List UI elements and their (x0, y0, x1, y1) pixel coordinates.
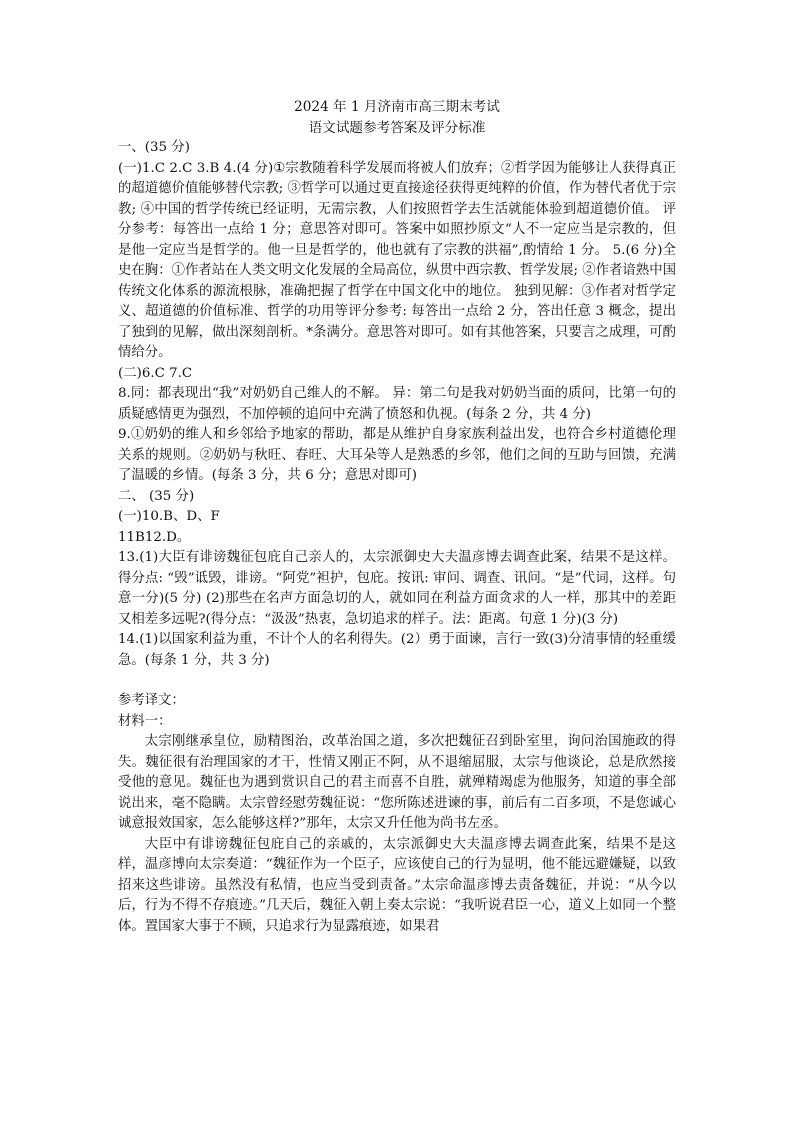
document-title: 2024 年 1 月济南市高三期末考试 (294, 99, 500, 115)
material-one-label: 材料一： (118, 713, 172, 729)
section-two-heading: 二、 (35 分) (118, 488, 195, 504)
blank-spacer (118, 671, 676, 691)
document-page (118, 97, 676, 937)
answer-q13-text: 13.(1)大臣有诽谤魏征包庇自己亲人的，太宗派御史大夫温彦博去调查此案，结果不是这样。 得分点: “毁”诋毁，诽谤。“阿党”袒护，包庇。按讯: 审问、调查、讯问。“是”代词，这样。句意一分)(5 分) (2)那些在名声方面急切的人，就如同在利益方面贪求的人一样，那其中的差距又相差多远呢?(得分点：“汲汲”热衷，急切追求的样子。法：距离。句意 1 分)(3 分) (118, 550, 676, 627)
answer-q9-text: 9.①奶奶的维人和乡邻给予地家的帮助，都是从维护自身家族利益出发，也符合乡村道德伦理关系的规则。②奶奶与秋旺、春旺、大耳朵等人是熟悉的乡邻，他们之间的互助与回馈，充满了温暖的乡情。(每条 3 分，共 6 分；意思对即可) (118, 427, 676, 483)
answer-q14-text: 14.(1)以国家利益为重，不计个人的名利得失。(2）勇于面谏，言行一致(3)分清事情的轻重缓急。(每条 1 分，共 3 分) (118, 632, 676, 668)
answer-q11-line: 11B12.D。 (118, 529, 191, 545)
answer-q8-text: 8.同：都表现出“我”对奶奶自己维人的不解。 异：第二句是我对奶奶当面的质问，比第一句的质疑感情更为强烈，不加停顿的追问中充满了愤怒和仇视。(每条 2 分，共 4 分) (118, 386, 676, 422)
answer-q10-line: (一)10.B、D、F (118, 509, 220, 524)
document-subtitle: 语文试题参考答案及评分标准 (308, 119, 486, 136)
translation-heading: 参考译文： (118, 693, 185, 708)
translation-paragraph-one: 太宗刚继承皇位，励精图治，改革治国之道，多次把魏征召到卧室里，询问治国施政的得失。魏征很有治理国家的才干，性情又刚正不阿，从不退缩屈服，太宗与他谈论，总是欣然接受他的意见。魏征也为遇到赏识自己的君主而喜不自胜，就殚精竭虑为他服务，知道的事全部说出来，毫不隐瞒。太宗曾经慰劳魏征说：“您所陈述进谏的事，前后有二百多项，不是您诚心诚意报效国家，怎么能够这样?”那年，太宗又升任他为尚书左丞。 (118, 734, 676, 831)
answer-part-two-line: (二)6.C 7.C (118, 365, 193, 381)
answer-part-one-text: (一)1.C 2.C 3.B 4.(4 分)①宗教随着科学发展而将被人们放弃；②哲学因为能够让人获得真正的超道德价值能够替代宗教; ③哲学可以通过更直接途径获得更纯粹的价值，作为替代者优于宗教; ④中国的哲学传统已经证明，无需宗教，人们按照哲学去生活就能体验到超道德价值。 评分参考：每答出一点给 1 分；意思答对即可。答案中如照抄原文“人不一定应当是宗教的，但是他一定应当是哲学的。他一旦是哲学的，他也就有了宗教的洪福”,酌情给 1 分。 5.(6 分)全史在胸：①作者站在人类文明文化发展的全局高位，纵贯中西宗教、哲学发展; ②作者谙熟中国传统文化体系的源流根脉，准确把握了哲学在中国文化中的地位。 独到见解：③作者对哲学定义、超道德的价值标准、哲学的功用等评分参考: 每答出一点给 2 分，答出任意 3 概念，提出了独到的见解，做出深刻剖析。*条满分。意思答对即可。如有其他答案，只要言之成理，可酌情给分。 (118, 160, 676, 360)
translation-paragraph-two: 大臣中有诽谤魏征包庇自己的亲戚的，太宗派御史大夫温彦博去调查此案，结果不是这样，温彦博向太宗奏道：“魏征作为一个臣子，应该使自己的行为显明，他不能远避嫌疑，以致招来这些诽谤。虽然没有私情，也应当受到责备。”太宗命温彦博去责备魏征，并说：“从今以后，行为不得不存痕迹。”几天后，魏征入朝上奏太宗说：“我听说君臣一心，道义上如同一个整体。置国家大事于不顾，只追求行为显露痕迹，如果君 (118, 836, 676, 934)
section-one-heading: 一、(35 分) (118, 140, 190, 155)
